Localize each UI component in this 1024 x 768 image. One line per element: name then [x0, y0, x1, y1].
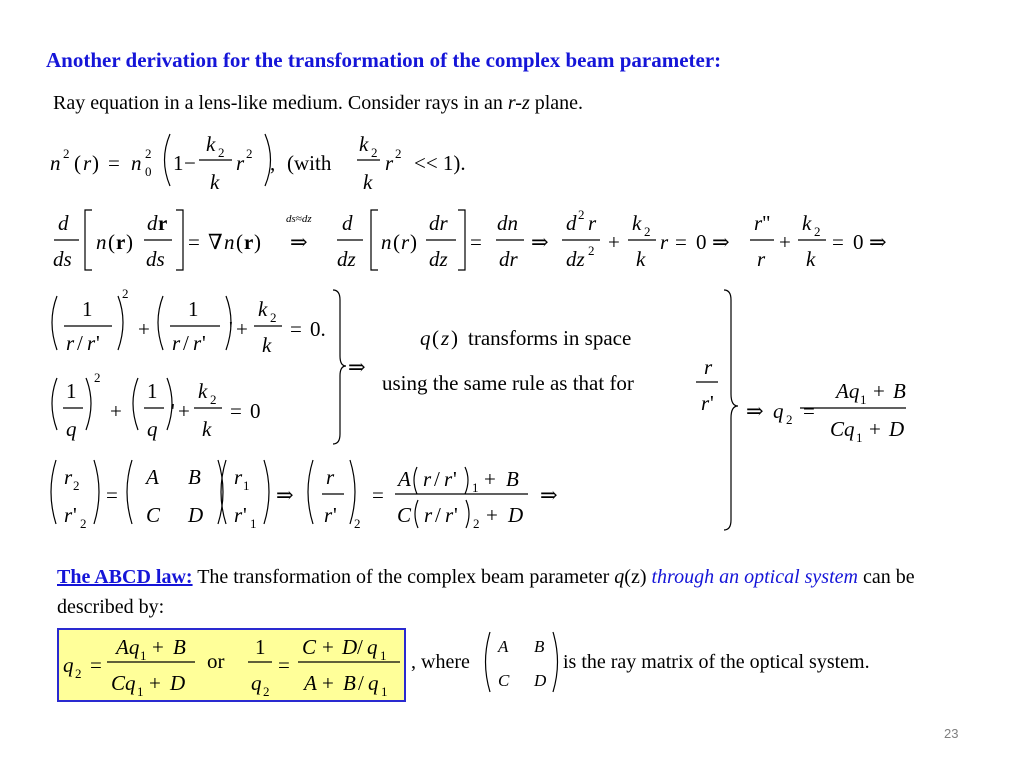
svg-text:+: +: [322, 635, 334, 659]
svg-text:k: k: [262, 333, 272, 357]
svg-text:(: (: [108, 230, 115, 254]
svg-text:+: +: [149, 671, 161, 695]
svg-text:+: +: [873, 379, 885, 403]
svg-text:2: 2: [63, 146, 70, 161]
svg-text:−: −: [184, 151, 196, 175]
svg-text:r: r: [87, 331, 96, 355]
svg-text:⇒: ⇒: [540, 483, 558, 507]
svg-text:2: 2: [210, 392, 217, 407]
svg-text:q: q: [147, 417, 158, 441]
svg-text:1: 1: [140, 648, 147, 663]
svg-text:k: k: [359, 132, 369, 156]
svg-text:': ': [73, 503, 77, 527]
svg-text:=: =: [278, 653, 290, 677]
svg-text:1: 1: [66, 379, 77, 403]
slide-title: Another derivation for the transformation of the complex beam parameter:: [46, 48, 722, 72]
svg-text:': ': [333, 503, 337, 527]
close-label: << 1).: [414, 151, 466, 175]
svg-text:B: B: [343, 671, 356, 695]
svg-text:Cq: Cq: [830, 417, 855, 441]
svg-text:+: +: [110, 399, 122, 423]
svg-text:=: =: [470, 230, 482, 254]
svg-text:B: B: [534, 637, 545, 656]
svg-text:⇒: ⇒: [290, 230, 308, 254]
svg-text:1: 1: [137, 684, 144, 699]
svg-text:d: d: [58, 211, 69, 235]
svg-text:r: r: [588, 211, 597, 235]
svg-text:Cq: Cq: [111, 671, 136, 695]
svg-text:d: d: [147, 211, 158, 235]
svg-text:k: k: [802, 211, 812, 235]
svg-text:/: /: [435, 503, 441, 527]
svg-text:+: +: [152, 635, 164, 659]
svg-text:B: B: [173, 635, 186, 659]
svg-text:1: 1: [381, 684, 388, 699]
svg-text:r: r: [66, 331, 75, 355]
svg-text:=: =: [188, 230, 200, 254]
svg-text:k: k: [363, 170, 373, 194]
svg-text:r: r: [193, 331, 202, 355]
svg-text:dr: dr: [429, 211, 448, 235]
svg-text:C: C: [397, 503, 412, 527]
svg-text:r: r: [423, 467, 432, 491]
svg-text:⇒: ⇒: [712, 230, 730, 254]
svg-text:): ): [92, 151, 99, 175]
same-rule-text: using the same rule as that for: [382, 371, 634, 395]
svg-text:1: 1: [82, 297, 93, 321]
svg-text:': ': [96, 331, 100, 355]
svg-text:k: k: [206, 132, 216, 156]
svg-text:2: 2: [814, 224, 821, 239]
svg-text:dz: dz: [429, 247, 448, 271]
svg-text:k: k: [806, 247, 816, 271]
law-text-2: can be described by:: [57, 566, 915, 618]
svg-text:B: B: [893, 379, 906, 403]
svg-text:q: q: [420, 326, 431, 350]
svg-text:D: D: [889, 417, 905, 441]
svg-text:+: +: [178, 399, 190, 423]
svg-text:r: r: [757, 247, 766, 271]
svg-text:r: r: [754, 211, 763, 235]
svg-text:r: r: [401, 230, 410, 254]
svg-text:=: =: [290, 317, 302, 341]
svg-text:r: r: [444, 467, 453, 491]
svg-text:=: =: [372, 483, 384, 507]
svg-text:2: 2: [75, 666, 82, 681]
svg-text:1: 1: [860, 392, 867, 407]
svg-text:): ): [451, 326, 458, 350]
svg-text:r: r: [158, 211, 168, 235]
svg-text:2: 2: [145, 146, 152, 161]
svg-text:2: 2: [644, 224, 651, 239]
svg-text:1: 1: [472, 480, 479, 495]
svg-text:D: D: [188, 503, 204, 527]
svg-text:n: n: [96, 230, 107, 254]
svg-text:Aq: Aq: [116, 635, 140, 659]
svg-text:D: D: [342, 635, 358, 659]
svg-text:q: q: [63, 653, 74, 677]
svg-text:r: r: [116, 230, 126, 254]
svg-text:k: k: [636, 247, 646, 271]
svg-text:1: 1: [856, 430, 863, 445]
svg-text:2: 2: [270, 310, 277, 325]
svg-text:r: r: [234, 503, 243, 527]
svg-text:D: D: [534, 671, 547, 690]
approx-label: ds≈dz: [286, 213, 312, 225]
svg-text:=: =: [832, 230, 844, 254]
svg-text:2: 2: [80, 516, 87, 531]
svg-text:d: d: [566, 211, 577, 235]
svg-text:+: +: [138, 317, 150, 341]
svg-text:r: r: [234, 465, 243, 489]
svg-text:': ': [243, 503, 247, 527]
svg-text:r: r: [704, 355, 713, 379]
svg-text:r: r: [324, 503, 333, 527]
svg-text:r: r: [445, 503, 454, 527]
svg-text:q: q: [773, 399, 784, 423]
svg-text:n: n: [381, 230, 392, 254]
svg-text:r: r: [701, 391, 710, 415]
svg-text:(: (: [236, 230, 243, 254]
svg-text:B: B: [188, 465, 201, 489]
svg-text:dr: dr: [499, 247, 518, 271]
or-label: or: [207, 649, 225, 673]
svg-text:/: /: [358, 671, 364, 695]
svg-text:C: C: [146, 503, 161, 527]
law-title: The ABCD law:: [57, 566, 193, 588]
svg-text:=: =: [90, 653, 102, 677]
svg-text:/: /: [434, 467, 440, 491]
svg-text:D: D: [170, 671, 186, 695]
svg-text:': ': [710, 391, 714, 415]
svg-text:r: r: [326, 465, 335, 489]
svg-text:0: 0: [145, 164, 152, 179]
svg-text:B: B: [506, 467, 519, 491]
svg-text:): ): [254, 230, 261, 254]
svg-text:": ": [762, 211, 771, 235]
svg-text:1: 1: [188, 297, 199, 321]
svg-text:0: 0: [853, 230, 864, 254]
svg-text:r: r: [64, 465, 73, 489]
svg-text:(: (: [74, 151, 81, 175]
svg-text:q: q: [367, 635, 378, 659]
svg-text:2: 2: [246, 146, 253, 161]
svg-text:Aq: Aq: [836, 379, 860, 403]
with-label: (with: [287, 151, 332, 175]
svg-text:2: 2: [371, 145, 378, 160]
svg-text:A: A: [398, 467, 411, 491]
svg-text:2: 2: [786, 412, 793, 427]
intro-before: Ray equation in a lens-like medium. Consider rays in an: [53, 92, 508, 114]
svg-text:n: n: [224, 230, 235, 254]
svg-text:': ': [171, 399, 175, 423]
svg-text:⇒: ⇒: [746, 399, 764, 423]
svg-text:n: n: [131, 151, 142, 175]
abcd-law-paragraph: [57, 562, 957, 622]
svg-text:dz: dz: [566, 247, 585, 271]
ray-matrix-caption: is the ray matrix of the optical system.: [563, 651, 870, 673]
svg-text:r: r: [385, 151, 394, 175]
svg-text:2: 2: [218, 145, 225, 160]
svg-text:r: r: [83, 151, 92, 175]
svg-text:dn: dn: [497, 211, 518, 235]
svg-text:ds: ds: [53, 247, 72, 271]
law-q: q: [614, 566, 625, 588]
svg-text:+: +: [486, 503, 498, 527]
svg-text:A: A: [498, 637, 509, 656]
svg-text:k: k: [632, 211, 642, 235]
svg-text:k: k: [258, 297, 268, 321]
svg-text:r: r: [244, 230, 254, 254]
svg-text:2: 2: [263, 684, 270, 699]
law-blue-text: through an optical system: [651, 566, 858, 588]
svg-text:d: d: [342, 211, 353, 235]
svg-text:⇒: ⇒: [531, 230, 549, 254]
intro-after: plane.: [529, 92, 584, 114]
svg-text:D: D: [508, 503, 524, 527]
svg-text:∇: ∇: [208, 230, 223, 254]
svg-text:A: A: [304, 671, 317, 695]
svg-text:=: =: [675, 230, 687, 254]
svg-text:+: +: [484, 467, 496, 491]
svg-text:2: 2: [395, 146, 402, 161]
svg-text:C: C: [302, 635, 317, 659]
svg-text:dz: dz: [337, 247, 356, 271]
svg-text:⇒: ⇒: [348, 355, 366, 379]
svg-text:2: 2: [588, 243, 595, 258]
svg-text:+: +: [869, 417, 881, 441]
svg-text:k: k: [198, 379, 208, 403]
svg-text:': ': [453, 467, 457, 491]
svg-text:/: /: [357, 635, 363, 659]
svg-text:k: k: [210, 170, 220, 194]
svg-text:1: 1: [243, 478, 250, 493]
svg-text:A: A: [146, 465, 159, 489]
svg-text:=: =: [108, 151, 120, 175]
law-z: (z): [624, 566, 652, 588]
svg-text:1: 1: [380, 648, 387, 663]
svg-text:z: z: [441, 326, 450, 350]
svg-text:,: ,: [270, 151, 276, 175]
svg-text:': ': [229, 317, 233, 341]
svg-text:1: 1: [147, 379, 158, 403]
svg-text:=: =: [803, 399, 815, 423]
svg-text:r: r: [660, 230, 669, 254]
svg-text:+: +: [322, 671, 334, 695]
svg-text:2: 2: [94, 370, 101, 385]
svg-text:2: 2: [578, 207, 585, 222]
svg-text:0: 0: [696, 230, 707, 254]
svg-text:': ': [454, 503, 458, 527]
svg-text:(: (: [432, 326, 439, 350]
svg-text:+: +: [608, 230, 620, 254]
svg-text:/: /: [183, 331, 189, 355]
page-number: 23: [944, 726, 959, 741]
svg-text:2: 2: [473, 516, 480, 531]
svg-text:r: r: [172, 331, 181, 355]
svg-text:0: 0: [250, 399, 261, 423]
svg-text:⇒: ⇒: [869, 230, 887, 254]
svg-text:): ): [410, 230, 417, 254]
svg-text:q: q: [251, 671, 262, 695]
svg-text:q: q: [66, 417, 77, 441]
where-label: , where: [411, 651, 470, 673]
svg-text:n: n: [50, 151, 61, 175]
svg-text:2: 2: [122, 286, 129, 301]
svg-text:q: q: [368, 671, 379, 695]
svg-text:1: 1: [250, 516, 257, 531]
law-text: The transformation of the complex beam parameter: [192, 566, 615, 588]
svg-text:k: k: [202, 417, 212, 441]
svg-text:/: /: [77, 331, 83, 355]
q-transforms-text: transforms in space: [468, 326, 632, 350]
svg-text:1: 1: [255, 635, 266, 659]
svg-text:): ): [126, 230, 133, 254]
svg-text:⇒: ⇒: [276, 483, 294, 507]
svg-text:+: +: [236, 317, 248, 341]
svg-text:1: 1: [173, 151, 184, 175]
svg-text:r: r: [236, 151, 245, 175]
intro-var: r-z: [507, 92, 530, 114]
svg-text:+: +: [779, 230, 791, 254]
svg-text:=: =: [230, 399, 242, 423]
svg-text:2: 2: [73, 478, 80, 493]
svg-text:': ': [202, 331, 206, 355]
svg-text:r: r: [64, 503, 73, 527]
svg-text:r: r: [424, 503, 433, 527]
svg-text:C: C: [498, 671, 510, 690]
svg-text:ds: ds: [146, 247, 165, 271]
svg-text:2: 2: [354, 516, 361, 531]
svg-text:(: (: [393, 230, 400, 254]
svg-text:0.: 0.: [310, 317, 326, 341]
svg-text:=: =: [106, 483, 118, 507]
